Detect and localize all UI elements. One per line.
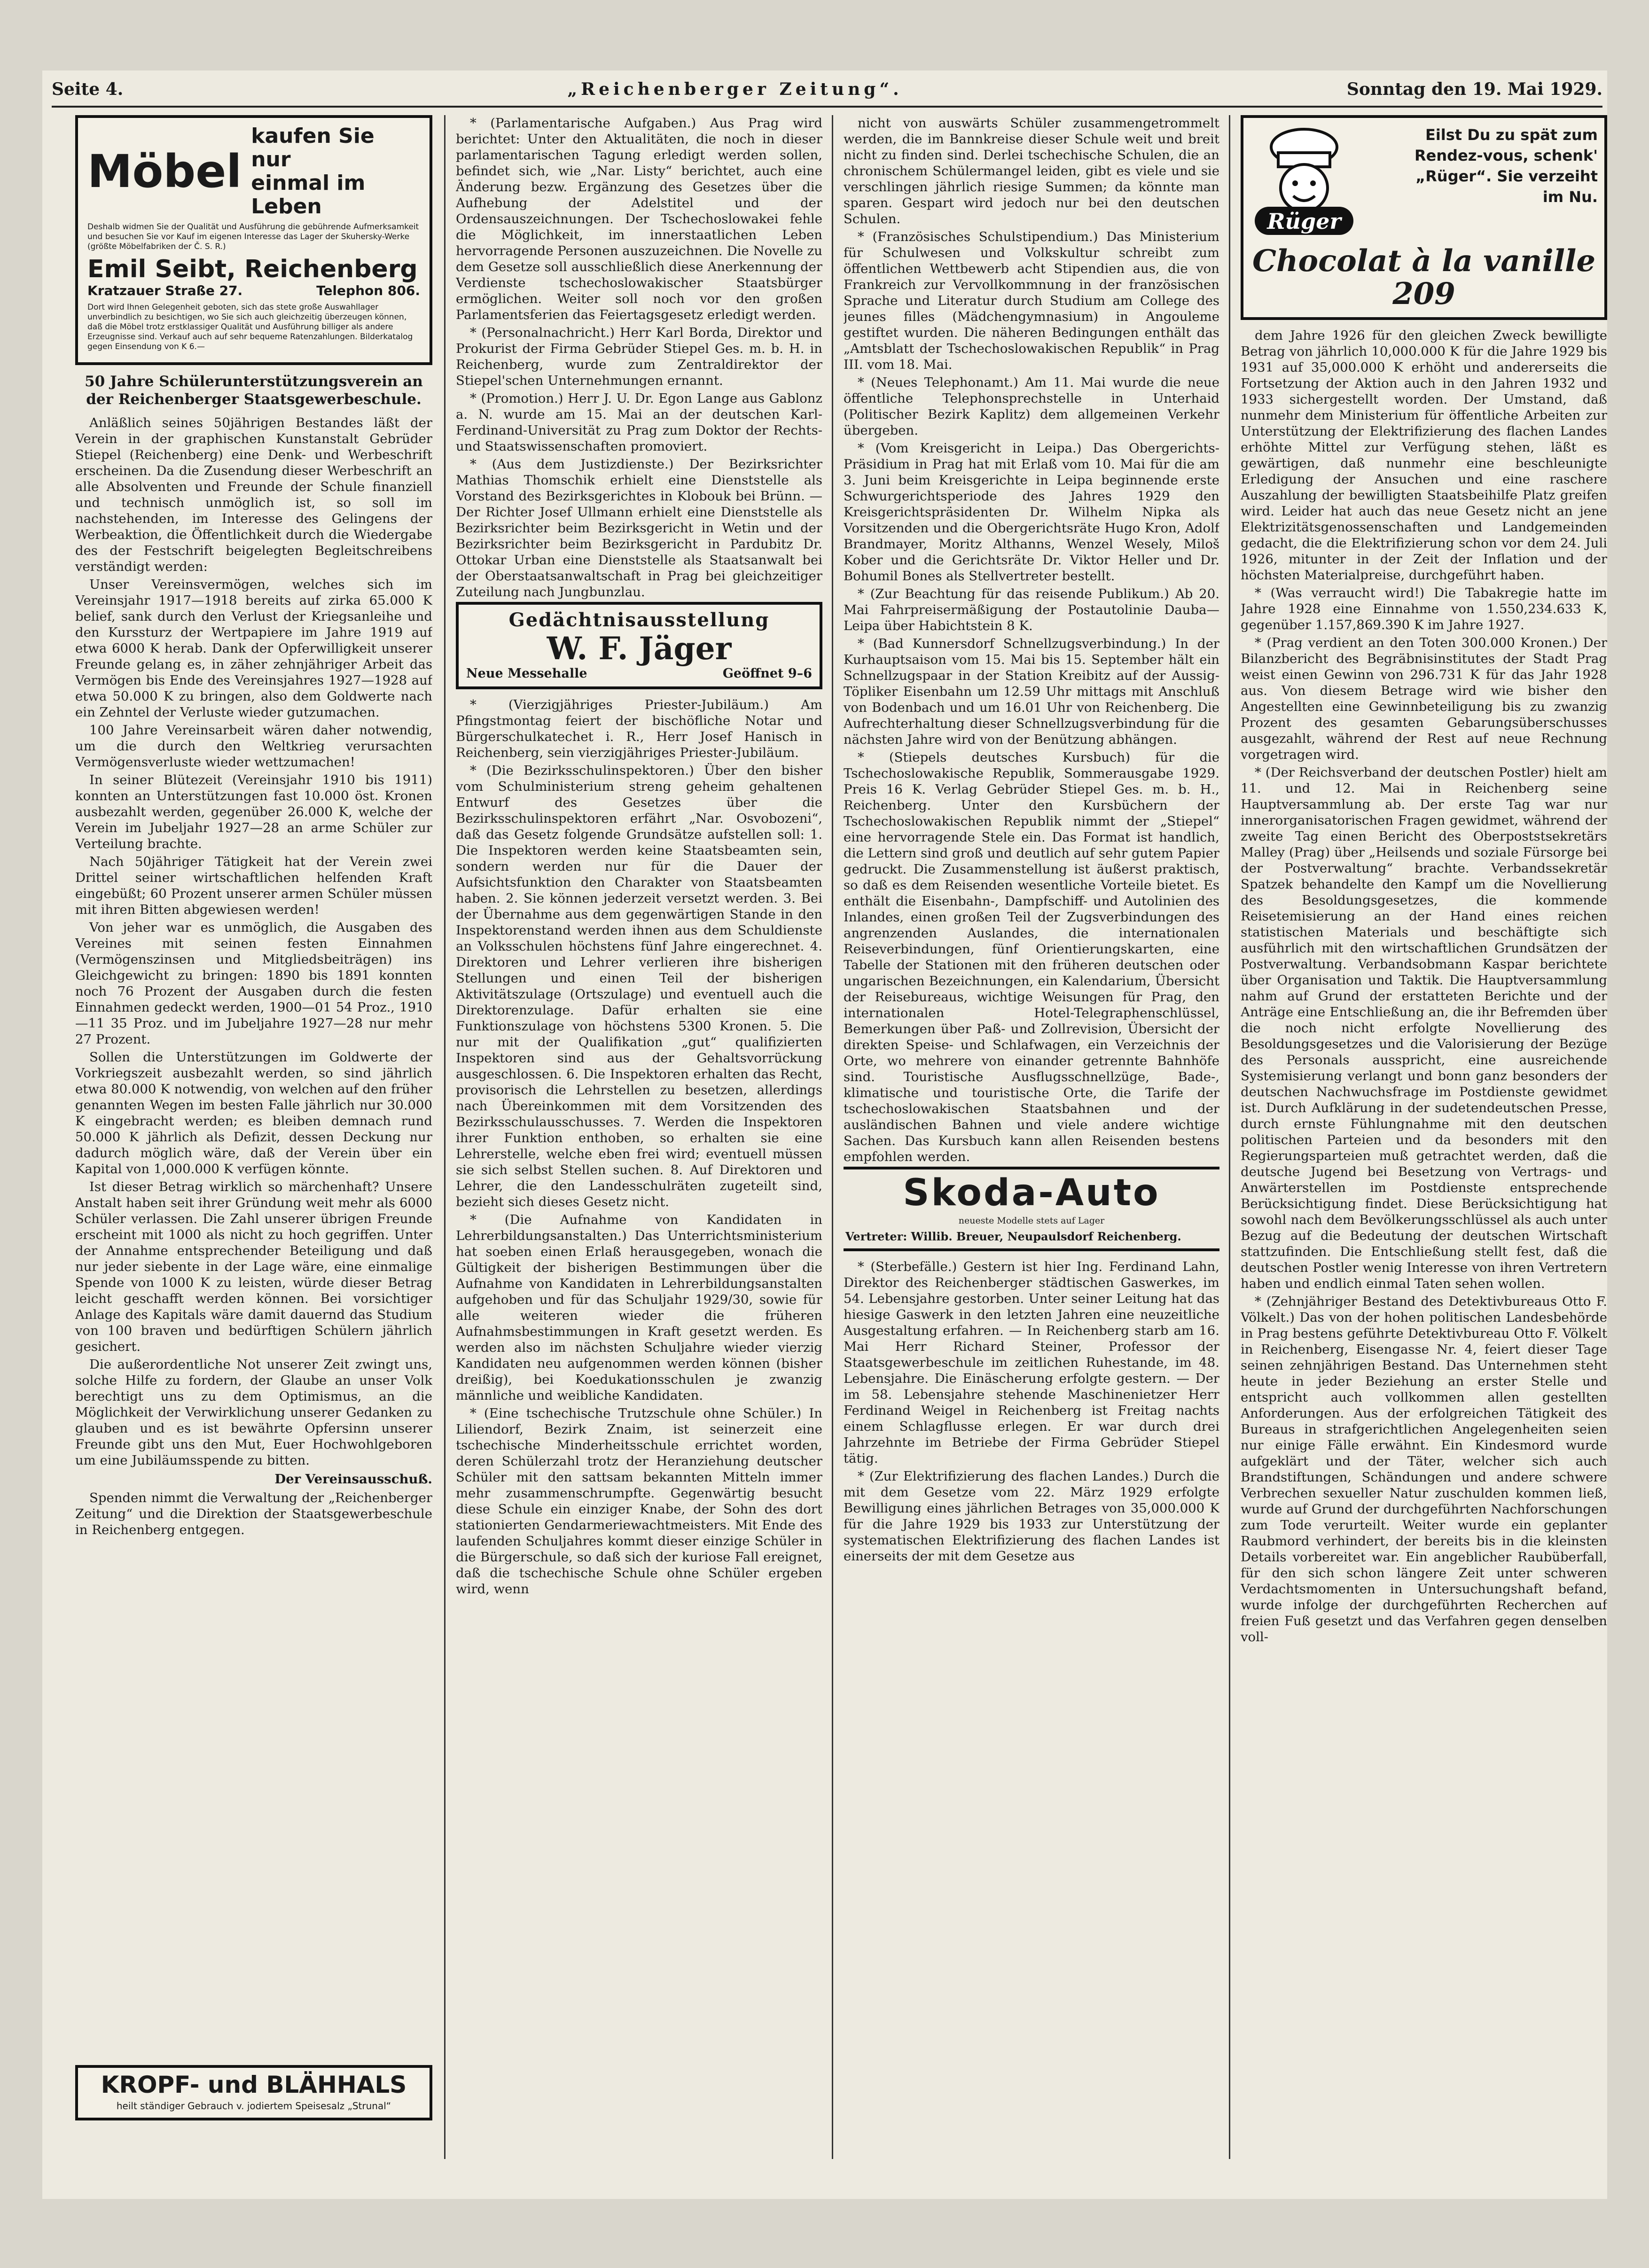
news-item: * (Zehnjähriger Bestand des Detektivbureaus Otto F. Völkelt.) Das von der hohen politischen Landesbehörde in Prag bestens geführte Detektivbureau Otto F. Völkelt in Reichenberg, Eisengasse Nr. 4, feiert dieser Tage seinen zehnjährigen Bestand. Das Unternehmen steht heute in jeder Beziehung an erster Stelle und entspricht auch vollkommen allen gestellten Anforderungen. Aus der erfolgreichen Tätigkeit des Bureaus in strafgerichtlichen Angelegenheiten seien nur einige Fälle erwähnt. Ein Kindesmord wurde aufgeklärt und der Täter, welcher sich auch Brandstiftungen, Schändungen und andere schwere Verbrechen sexueller Natur zuschulden kommen ließ, wurde auf Grund der durchgeführten Nachforschungen zum Tode verurteilt. Weiter wurde ein geplanter Raubmord verhindert, der bereits bis in die kleinsten Details vorbereitet war. Ein angeblicher Raubüberfall, für den sich schon längere Zeit unter schweren Verdachtsmomenten in Untersuchungshaft befand, wurde infolge der durchgeführten Recherchen auf freien Fuß gesetzt und das Verfahren gegen denselben voll-	[1241, 1294, 1607, 1644]
column-rule	[832, 115, 833, 2159]
news-item: * (Prag verdient an den Toten 300.000 Kronen.) Der Bilanzbericht des Begräbnisinstitutes der Stadt Prag weist einen Gewinn von 296.731 K für das Jahr 1928 aus. Von diesem Betrage wird wie bisher den Angestellten eine Gewinnbeteiligung bis zu zwanzig Prozent des gesamten Gebarungsüberschusses ausgezahlt, während der Rest auf neue Rechnung vorgetragen wird.	[1241, 635, 1607, 762]
article-paragraph: Die außerordentliche Not unserer Zeit zwingt uns, solche Hilfe zu fordern, der Glaube an unser Volk berechtigt uns zu dem Optimismus, an die Möglichkeit der Verwirklichung unserer Gedanken zu glauben und es ist bewährte Opfersinn unserer Freunde gibt uns den Mut, Euer Hochwohlgeboren um eine Jubiläumsspende zu bitten.	[75, 1357, 432, 1468]
jaeger-hours: Geöffnet 9–6	[722, 666, 812, 681]
article-paragraph: 100 Jahre Vereinsarbeit wären daher notwendig, um die durch den Weltkrieg verursachten Vermögensverluste wieder wettzumachen!	[75, 723, 432, 770]
news-item: * (Personalnachricht.) Herr Karl Borda, Direktor und Prokurist der Firma Gebrüder Stiepel Ges. m. b. H. in Reichenberg, wurde zum Zentraldirektor der Stiepel'schen Unternehmungen ernannt.	[456, 325, 822, 388]
article-paragraph: Anläßlich seines 50jährigen Bestandes läßt der Verein in der graphischen Kunstanstalt Gebrüder Stiepel (Reichenberg) eine Denk- und Werbeschrift erscheinen. Da die Zusendung dieser Werbeschrift an alle Absolventen und Freunde der Schule finanziell und technisch unmöglich ist, so soll im nachstehenden, im Interesse des Gelingens der Werbeaktion, die Öffentlichkeit durch die Wiedergabe des der Festschrift beigelegten Begleitschreibens verständigt werden:	[75, 415, 432, 574]
moebel-tagline-2: einmal im Leben	[251, 171, 366, 218]
news-item: * (Promotion.) Herr J. U. Dr. Egon Lange aus Gablonz a. N. wurde am 15. Mai an der deutschen Karl-Ferdinand-Universität zu Prag zum Doktor der Rechts- und Staatswissenschaften promoviert.	[456, 391, 822, 454]
skoda-headline: Skoda-Auto	[903, 1172, 1160, 1214]
header-rule	[52, 106, 1602, 108]
moebel-text: Deshalb widmen Sie der Qualität und Ausführung die gebührende Aufmerksamkeit und besuchen Sie vor Kauf im eigenen Interesse das Lager der Skuhersky-Werke (größte Möbelfabriken der Č. S. R.)	[87, 222, 419, 251]
article-paragraph: Unser Vereinsvermögen, welches sich im Vereinsjahr 1917—1918 bereits auf zirka 65.000 K belief, sank durch den Verlust der Kriegsanleihe und den Kurssturz der Wertpapiere im Jahre 1919 auf etwa 6000 K herab. Dank der Opferwilligkeit unserer Freunde gelang es, in zäher zehnjähriger Arbeit das Vermögen bis Ende des Vereinsjahres 1927—1928 auf etwa 50.000 K zu bringen, also dem Goldwerte nach ein Zehntel der Verluste wieder gutzumachen.	[75, 577, 432, 720]
news-item: nicht von auswärts Schüler zusammengetrommelt werden, die im Bannkreise dieser Schule weit und breit nicht zu finden sind. Derlei tschechische Schulen, die an chronischem Schülermangel leiden, gibt es viele und sie verschlingen jährlich riesige Summen; da könnte man sparen. Gespart wird jedoch nur bei den deutschen Schulen.	[844, 116, 1219, 226]
newspaper-title: „Reichenberger Zeitung“.	[567, 79, 903, 99]
moebel-ad	[75, 115, 432, 365]
moebel-address: Kratzauer Straße 27.	[87, 283, 243, 298]
page-header	[52, 75, 1602, 103]
article-paragraph: Sollen die Unterstützungen im Goldwerte der Vorkriegszeit ausbezahlt werden, so sind jährlich etwa 80.000 K notwendig, von welchen auf den früher genannten Wegen im besten Falle jährlich nur 30.000 K eingebracht werden; es bleiben demnach rund 50.000 K jährlich als Defizit, dessen Deckung nur dadurch möglich wäre, daß der Verein über ein Kapital von 1,000.000 K verfügen könnte.	[75, 1050, 432, 1177]
column-1	[75, 115, 432, 2159]
news-item: * (Zur Elektrifizierung des flachen Landes.) Durch die mit dem Gesetze vom 22. März 1929 erfolgte Bewilligung eines jährlichen Betrages von 35,000.000 K für die Jahre 1929 bis 1933 zur Unterstützung der systematischen Elektrifizierung des flachen Landes ist einerseits der mit dem Gesetze aus	[844, 1469, 1219, 1564]
news-item: * (Eine tschechische Trutzschule ohne Schüler.) In Liliendorf, Bezirk Znaim, ist seinerzeit eine tschechische Minderheitsschule errichtet worden, deren Schülerzahl trotz der Heranziehung deutscher Schüler mit den sattsam bekannten Mitteln immer mehr zusammenschrumpfte. Gegenwärtig besucht diese Schule ein einziger Knabe, der Sohn des dort stationierten Gendarmeriewachtmeisters. Mit Ende des laufenden Schuljahres kommt dieser einzige Schüler in die Bürgerschule, so daß sich der kuriose Fall ereignet, daß die tschechische Schule ohne Schüler ergeben wird, wenn	[456, 1406, 822, 1597]
news-item: dem Jahre 1926 für den gleichen Zweck bewilligte Betrag von jährlich 10,000.000 K für die Jahre 1929 bis 1931 auf 35,000.000 K erhöht und andererseits die Fortsetzung der Aktion auch in den Jahren 1932 und 1933 sichergestellt worden. Der Umstand, daß nunmehr dem Ministerium für öffentliche Arbeiten zur Unterstützung der Elektrifizierung des flachen Landes erhöhte Mittel zur Verfügung stehen, läßt es gewärtigen, daß nunmehr eine beschleunigte Erledigung der Ansuchen und eine raschere Auszahlung der bewilligten Staatsbeihilfe Platz greifen wird. Leider hat auch das neue Gesetz nicht an jene Elektrizitätsgenossenschaften und Landgemeinden gedacht, die die Elektrifizierung schon vor dem 24. Juli 1926, mitunter in der Zeit der Inflation und der höchsten Materialpreise, durchgeführt haben.	[1241, 328, 1607, 583]
news-item: * (Vom Kreisgericht in Leipa.) Das Obergerichts-Präsidium in Prag hat mit Erlaß vom 10. Mai für die am 3. Juni beim Kreisgerichte in Leipa beginnende erste Schwurgerichtsperiode des Jahres 1929 den Kreisgerichtspräsidenten Dr. Wilhelm Nipka als Vorsitzenden und die Obergerichtsräte Hugo Kron, Adolf Brandmayer, Moritz Althanns, Wenzel Wesely, Miloš Kober und die Gerichtsräte Dr. Viktor Heller und Dr. Bohumil Bones als Stellvertreter bestellt.	[844, 441, 1219, 584]
kropf-sub: heilt ständiger Gebrauch v. jodiertem Speisesalz „Strunal“	[116, 2100, 391, 2112]
news-item: * (Die Bezirksschulinspektoren.) Über den bisher vom Schulministerium streng geheim gehaltenen Entwurf des Gesetzes über die Bezirksschulinspektoren erfährt „Nar. Osvobozeni“, daß das Gesetz folgende Grundsätze aufstellen soll: 1. Die Inspektoren werden keine Staatsbeamten sein, sondern werden nur für die Dauer der Aufsichtsfunktion den Charakter von Staatsbeamten haben. 2. Sie können jederzeit versetzt werden. 3. Bei der Übernahme aus dem gegenwärtigen Stande in den Inspektorenstand werden ihnen aus dem Schuldienste an Volksschulen höchstens fünf Jahre eingerechnet. 4. Direktoren und Lehrer verlieren ihre bisherigen Stellungen und einen Teil der bisherigen Aktivitätszulage (Ortszulage) und eventuell auch die Direktorenzulage. Dafür erhalten sie eine Funktionszulage von höchstens 5300 Kronen. 5. Die nur mit der Qualifikation „gut“ qualifizierten Inspektoren sind aus der Gehaltsvorrückung ausgeschlossen. 6. Die Inspektoren erhalten das Recht, provisorisch die Lehrstellen zu besetzen, allerdings nach Übereinkommen mit dem Vorsitzenden des Bezirksschulausschusses. 7. Werden die Inspektoren ihrer Funktion enthoben, so erhalten sie eine Lehrerstelle, welche eben frei wird; eventuell müssen sie sich selbst Stellen suchen. 8. Auf Direktoren und Lehrer, die den Landesschulräten zugeteilt sind, bezieht sich dieses Gesetz nicht.	[456, 763, 822, 1209]
news-item: * (Bad Kunnersdorf Schnellzugsverbindung.) In der Kurhauptsaison vom 15. Mai bis 15. September hält ein Schnellzugspaar in der Station Kreibitz auf der Aussig-Töpliker Eisenbahn um 12.59 Uhr mittags mit Anschluß von Bodenbach und um 16.01 Uhr von Reichenberg. Die Aufrechterhaltung dieser Schnellzugsverbindung für die nächsten Jahre wird von der Benützung abhängen.	[844, 636, 1219, 747]
news-item: * (Die Aufnahme von Kandidaten in Lehrerbildungsanstalten.) Das Unterrichtsministerium hat soeben einen Erlaß herausgegeben, wonach die Gültigkeit der bisherigen Bestimmungen über die Aufnahme von Kandidaten in Lehrerbildungsanstalten aufgehoben und für das Schuljahr 1929/30, sowie für alle weiteren wieder die früheren Aufnahmsbestimmungen in Kraft gesetzt werden. Es werden also im nächsten Schuljahre wieder vierzig Kandidaten neu aufgenommen werden können (bisher dreißig), bei Koedukationsschulen je zwanzig männliche und weibliche Kandidaten.	[456, 1212, 822, 1403]
rueger-ad	[1241, 115, 1607, 320]
article-paragraph: In seiner Blütezeit (Vereinsjahr 1910 bis 1911) konnten an Unterstützungen fast 10.000 öst. Kronen ausbezahlt werden, gegenüber 26.000 K, welche der Verein im Jubeljahr 1927—28 an arme Schüler zur Verteilung brachte.	[75, 772, 432, 851]
article-paragraph: Spenden nimmt die Verwaltung der „Reichenberger Zeitung“ und die Direktion der Staatsgewerbeschule in Reichenberg entgegen.	[75, 1490, 432, 1537]
news-item: * (Was verraucht wird!) Die Tabakregie hatte im Jahre 1928 eine Einnahme von 1.550,234.633 K, gegenüber 1.157,869.390 K im Jahre 1927.	[1241, 585, 1607, 632]
news-item: * (Neues Telephonamt.) Am 11. Mai wurde die neue öffentliche Telephonsprechstelle in Unterhaid (Politischer Bezirk Kaplitz) dem allgemeinen Verkehr übergeben.	[844, 375, 1219, 438]
moebel-word: Möbel	[87, 145, 242, 198]
moebel-phone: Telephon 806.	[316, 283, 420, 298]
chef-logo-icon	[1250, 125, 1358, 242]
rueger-slogan: Eilst Du zu spät zum Rendez-vous, schenk' „Rüger“. Sie verzeiht im Nu.	[1415, 126, 1598, 206]
column-2	[456, 115, 822, 2159]
news-item: * (Französisches Schulstipendium.) Das Ministerium für Schulwesen und Volkskultur schreibt zum öffentlichen Wettbewerb acht Stipendien aus, die von Frankreich zur Vervollkommnung in der französischen Sprache und Literatur durch Studium am College des jeunes filles (Mädchengymnasium) in Angouleme gestiftet wurden. Die näheren Bedingungen enthält das „Amtsblatt der Tschechoslowakischen Republik“ in Prag III. vom 18. Mai.	[844, 229, 1219, 372]
article-paragraph: Nach 50jähriger Tätigkeit hat der Verein zwei Drittel seiner wirtschaftlichen helfenden Kraft eingebüßt; 60 Prozent unserer armen Schüler müssen mit ihren Bitten abgewiesen werden!	[75, 854, 432, 917]
moebel-text-2: Dort wird Ihnen Gelegenheit geboten, sich das stete große Auswahllager unverbindlich zu besichtigen, wo Sie sich auch gleichzeitig überzeugen können, daß die Möbel trotz erstklassiger Qualität und Ausführung billiger als andere Erzeugnisse sind. Verkauf auch auf sehr bequeme Ratenzahlungen. Bilderkatalog gegen Einsendung von K 6.—	[87, 303, 413, 351]
rueger-logo-text: Rüger	[1267, 209, 1341, 234]
issue-date: Sonntag den 19. Mai 1929.	[1346, 79, 1602, 99]
skoda-sub: neueste Modelle stets auf Lager	[958, 1216, 1105, 1226]
jaeger-line-1: Gedächtnisausstellung	[508, 609, 770, 631]
news-item: * (Sterbefälle.) Gestern ist hier Ing. Ferdinand Lahn, Direktor des Reichenberger städtischen Gaswerkes, im 54. Lebensjahre gestorben. Unter seiner Leitung hat das hiesige Gaswerk in den letzten Jahren eine neuzeitliche Ausgestaltung erfahren. — In Reichenberg starb am 16. Mai Herr Richard Steiner, Professor der Staatsgewerbeschule im zeitlichen Ruhestande, im 48. Lebensjahre. Die Einäscherung erfolgte gestern. — Der im 58. Lebensjahre stehende Maschinenietzer Herr Ferdinand Weigel in Reichenberg ist Freitag nachts einem Schlagflusse erlegen. Er war durch drei Jahrzehnte im Betriebe der Firma Gebrüder Stiepel tätig.	[844, 1259, 1219, 1466]
news-item: * (Parlamentarische Aufgaben.) Aus Prag wird berichtet: Unter den Aktualitäten, die noch in dieser parlamentarischen Tagung erledigt werden sollen, befindet sich, wie „Nar. Listy“ berichtet, auch eine Änderung bezw. Ergänzung des Gesetzes über die Aufhebung der Adelstitel und der Ordensauszeichnungen. Der Tschechoslowakei fehle die Möglichkeit, im innerstaatlichen Leben hervorragende Personen auszuzeichnen. Die Novelle zu dem Gesetze soll ausschließlich diese Anerkennung der Verdienste tschechoslowakischer Staatsbürger ermöglichen. Weiter soll noch vor den großen Parlamentsferien das Feiertagsgesetz erledigt werden.	[456, 116, 822, 322]
article-title: 50 Jahre Schülerunterstützungsverein an der Reichenberger Staatsgewerbeschule.	[85, 373, 423, 408]
column-4	[1241, 115, 1607, 2159]
moebel-tagline-1: kaufen Sie nur	[251, 124, 375, 171]
jaeger-ad	[456, 602, 822, 689]
news-item: * (Vierzigjähriges Priester-Jubiläum.) Am Pfingstmontag feiert der bischöfliche Notar und Bürgerschulkatechet i. R., Herr Josef Hanisch in Reichenberg, sein vierzigjähriges Priester-Jubiläum.	[456, 697, 822, 760]
jaeger-venue: Neue Messehalle	[466, 666, 587, 681]
skoda-vertreter: Vertreter: Willib. Breuer, Neupaulsdorf Reichenberg.	[845, 1230, 1181, 1243]
column-rule	[444, 115, 445, 2159]
news-item: * (Zur Beachtung für das reisende Publikum.) Ab 20. Mai Fahrpreisermäßigung der Postautolinie Dauba—Leipa über Habichtstein 8 K.	[844, 586, 1219, 633]
kropf-ad	[75, 2065, 432, 2120]
news-item: * (Der Reichsverband der deutschen Postler) hielt am 11. und 12. Mai in Reichenberg seine Hauptversammlung ab. Der erste Tag war nur innerorganisatorischen Fragen gewidmet, während der zweite Tag einen Bericht des Oberpoststsekretärs Malley (Prag) über „Heilsends und soziale Fürsorge bei der Postverwaltung“ brachte. Verbandssekretär Spatzek behandelte den Kampf um die Novellierung des Besoldungsgesetzes, die kommende Reisetemisierung an der Hand eines reichen statistischen Materials und beschäftigte sich ausführlich mit den wirtschaftlichen Grundsätzen der Postverwaltung. Verbandsobmann Kaspar berichtete über Organisation und Taktik. Die Hauptversammlung nahm auf Grund der erstatteten Berichte und der Anträge eine Entschließung an, die ihr Befremden über die noch nicht erfolgte Novellierung des Besoldungsgesetzes und die Valorisierung der Bezüge des Personals ausspricht, eine ausreichende Systemisierung verlangt und bonn ganz besonders der deutschen Nachwuchsfrage im Postdienste gewidmet ist. Durch Aufklärung in der sudetendeutschen Presse, durch ernste Fühlungnahme mit den deutschen politischen Parteien und da besonders mit den Regierungsparteien muß getrachtet werden, daß die deutsche Jugend bei Besetzung von Vertrags- und Anwärterstellen im Postdienste entsprechende Berücksichtigung findet. Diese Berücksichtigung hat sowohl nach dem Bevölkerungsschlüssel als auch unter Bezug auf die Bedeutung der deutschen Wirtschaft stattzufinden. Die Entschließung stellt fest, daß die deutschen Postler wenig Interesse von ihren Vertretern haben und endlich einmal Taten sehen wollen.	[1241, 765, 1607, 1291]
column-rule	[1229, 115, 1230, 2159]
kropf-headline: KROPF- und BLÄHHALS	[101, 2071, 407, 2098]
article-paragraph: Ist dieser Betrag wirklich so märchenhaft? Unsere Anstalt haben seit ihrer Gründung weit mehr als 6000 Schüler verlassen. Die Zahl unserer übrigen Freunde erscheint mit 1000 als nicht zu hoch gegriffen. Unter der Annahme entsprechender Beteiligung und daß nur jeder siebente in der Lage wäre, eine einmalige Spende von 1000 K zu leisten, würde dieser Betrag leicht geschafft werden können. Bei vorsichtiger Anlage des Kapitals wäre damit dauernd das Studium von 100 braven und bedürftigen Schülern jährlich gesichert.	[75, 1179, 432, 1354]
news-item: * (Stiepels deutsches Kursbuch) für die Tschechoslowakische Republik, Sommerausgabe 1929. Preis 16 K. Verlag Gebrüder Stiepel Ges. m. b. H., Reichenberg. Unter den Kursbüchern der Tschechoslowakischen Republik nimmt der „Stiepel“ eine hervorragende Stele ein. Das Format ist handlich, die Lettern sind groß und deutlich auf sehr gutem Papier gedruckt. Die Zusammenstellung ist äußerst praktisch, so daß es dem Reisenden wesentliche Vorteile bietet. Es enthält die Eisenbahn-, Dampfschiff- und Autolinien des Inlandes, einen großen Teil der Zugsverbindungen des angrenzenden Auslandes, die internationalen Reiseverbindungen, fünf Orientierungskarten, eine Tabelle der Stationen mit den früheren deutschen oder ungarischen Bezeichnungen, ein Kalendarium, Übersicht der Reisebureaus, wichtige Weisungen für Prag, den internationalen Hotel-Telegraphenschlüssel, Bemerkungen über Paß- und Zollrevision, Übersicht der direkten Speise- und Schlafwagen, ein Verzeichnis der Orte, wo mehrere von einander getrennte Bahnhöfe sind. Touristische Ausflugsschnellzüge, Bade-, klimatische und touristische Orte, die Tarife der tschechoslowakischen Staatsbahnen und der ausländischen Bahnen und viele andere wichtige Sachen. Das Kursbuch kann allen Reisenden bestens empfohlen werden.	[844, 750, 1219, 1164]
jaeger-line-2: W. F. Jäger	[547, 630, 732, 667]
article-signature: Der Vereinsausschuß.	[274, 1472, 432, 1487]
rueger-product: Chocolat à la vanille 209	[1252, 243, 1596, 312]
news-item: * (Aus dem Justizdienste.) Der Bezirksrichter Mathias Thomschik erhielt eine Dienststelle als Vorstand des Bezirksgerichtes in Klobouk bei Brünn. — Der Richter Josef Ullmann erhielt eine Dienststelle als Bezirksrichter beim Bezirksgericht in Wetin und der Bezirksrichter beim Bezirksgericht in Pardubitz Dr. Ottokar Urban eine Dienststelle als Staatsanwalt bei der Oberstaatsanwaltschaft in Prag bei gleichzeitiger Zuteilung nach Jungbunzlau.	[456, 457, 822, 600]
page-number: Seite 4.	[52, 79, 124, 99]
skoda-ad	[844, 1167, 1219, 1251]
moebel-firm: Emil Seibt, Reichenberg	[87, 255, 418, 283]
article-paragraph: Von jeher war es unmöglich, die Ausgaben des Vereines mit seinen festen Einnahmen (Vermögenszinsen und Mitgliedsbeiträgen) ins Gleichgewicht zu bringen: 1890 bis 1891 konnten noch 76 Prozent der Ausgaben durch die festen Einnahmen gedeckt werden, 1900—01 54 Proz., 1910—11 35 Proz. und im Jubeljahre 1927—28 nur mehr 27 Prozent.	[75, 920, 432, 1047]
column-3	[844, 115, 1219, 2159]
